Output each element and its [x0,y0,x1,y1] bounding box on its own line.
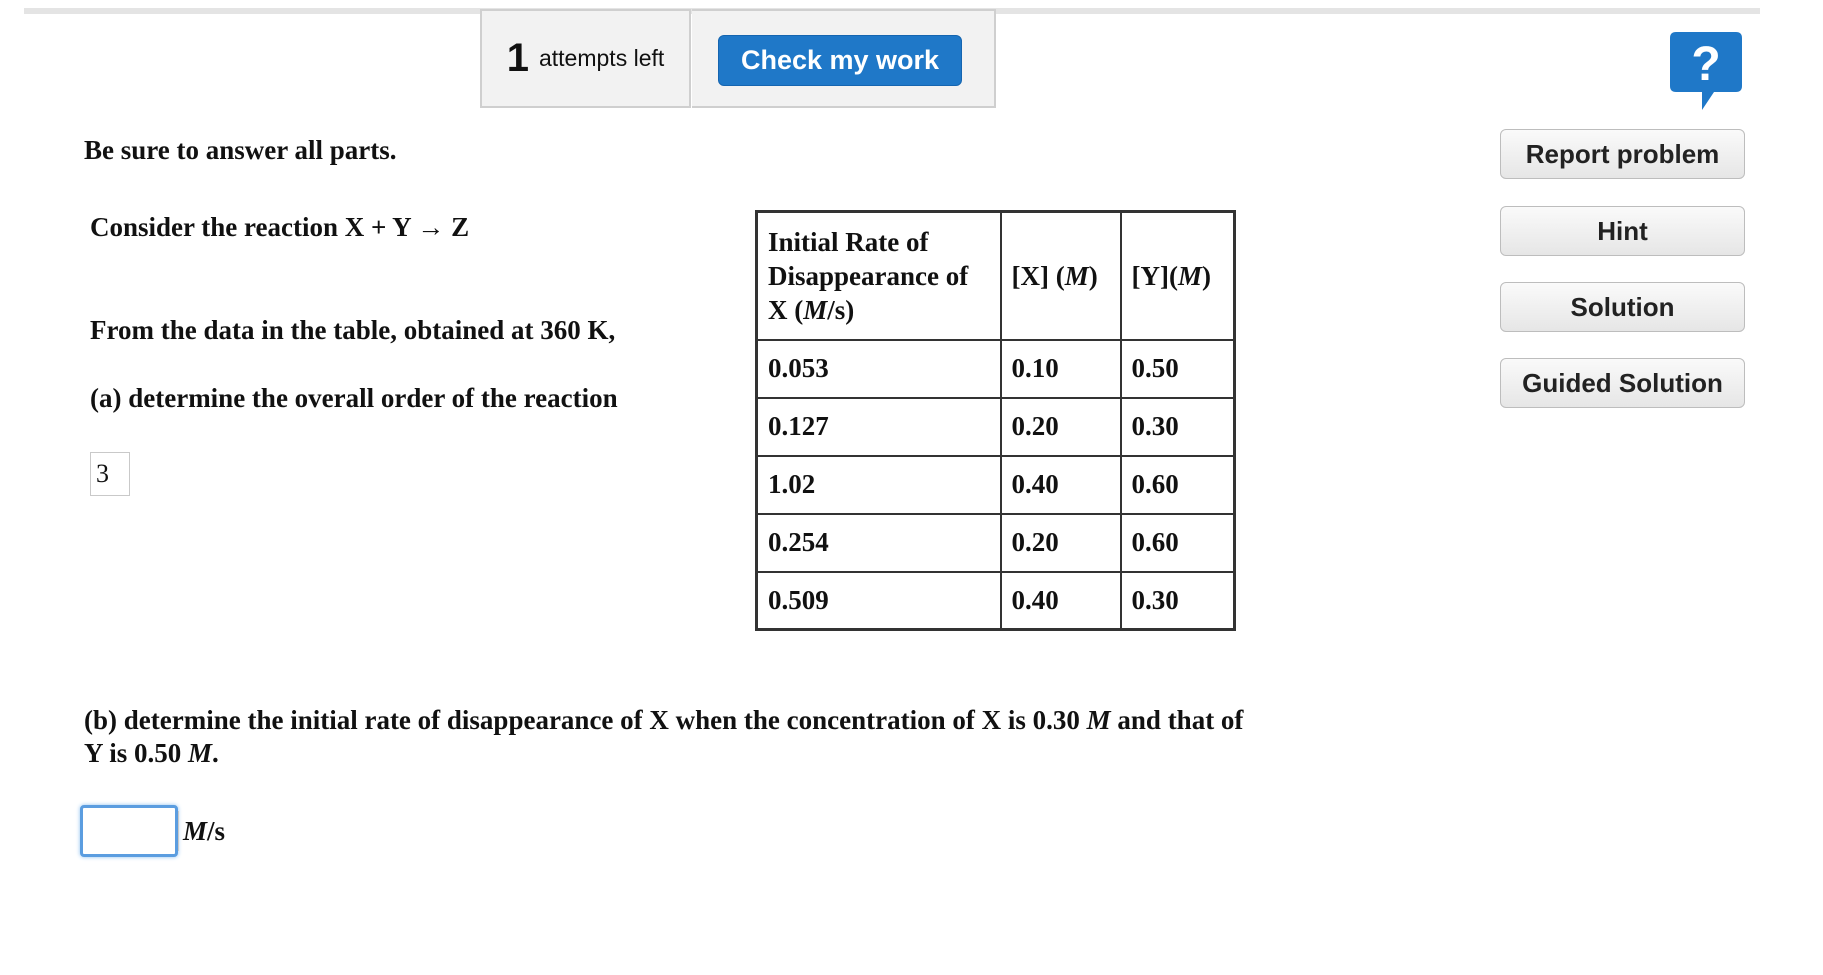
part-a-answer-field[interactable]: 3 [90,452,130,496]
y-cell: 0.60 [1121,514,1235,572]
guided-solution-button[interactable]: Guided Solution [1500,358,1745,408]
y-cell: 0.50 [1121,340,1235,398]
header-y-concentration: [Y](M) [1121,212,1235,340]
report-problem-button[interactable]: Report problem [1500,129,1745,179]
rate-cell: 0.053 [757,340,1001,398]
header-initial-rate: Initial Rate of Disappearance of X (M/s) [757,212,1001,340]
attempts-label: attempts left [538,45,665,71]
part-b-prompt-line1: (b) determine the initial rate of disappearance of X when the concentration of X is 0.30 M and that of [84,705,1244,735]
table-row [757,398,1235,456]
reaction-text: Consider the reaction X + Y → Z [90,212,470,242]
rate-cell: 0.509 [757,572,1001,630]
table-row [757,340,1235,398]
part-b-unit-label: M/s [178,811,225,851]
table-row [757,514,1235,572]
instruction-text: Be sure to answer all parts. [84,135,397,165]
check-work-panel [692,9,996,108]
x-cell: 0.20 [1001,514,1121,572]
rate-cell: 1.02 [757,456,1001,514]
y-cell: 0.30 [1121,572,1235,630]
part-a-prompt: (a) determine the overall order of the reaction [90,383,618,413]
x-cell: 0.20 [1001,398,1121,456]
table-header-row [757,212,1235,340]
hint-button[interactable]: Hint [1500,206,1745,256]
header-x-concentration: [X] (M) [1001,212,1121,340]
part-b-prompt-line2: Y is 0.50 M. [84,738,219,768]
rate-cell: 0.254 [757,514,1001,572]
help-question-icon[interactable] [1668,30,1744,112]
data-intro-text: From the data in the table, obtained at 360 K, [90,315,616,345]
rate-cell: 0.127 [757,398,1001,456]
x-cell: 0.10 [1001,340,1121,398]
x-cell: 0.40 [1001,456,1121,514]
part-b-answer-input[interactable] [80,805,178,857]
solution-button[interactable]: Solution [1500,282,1745,332]
attempts-indicator [480,9,691,108]
help-glyph: ? [1691,38,1721,91]
attempts-count: 1 [506,36,529,80]
check-my-work-button[interactable]: Check my work [718,35,962,86]
table-row [757,572,1235,630]
x-cell: 0.40 [1001,572,1121,630]
y-cell: 0.30 [1121,398,1235,456]
table-row [757,456,1235,514]
y-cell: 0.60 [1121,456,1235,514]
rate-data-table [755,210,1236,631]
